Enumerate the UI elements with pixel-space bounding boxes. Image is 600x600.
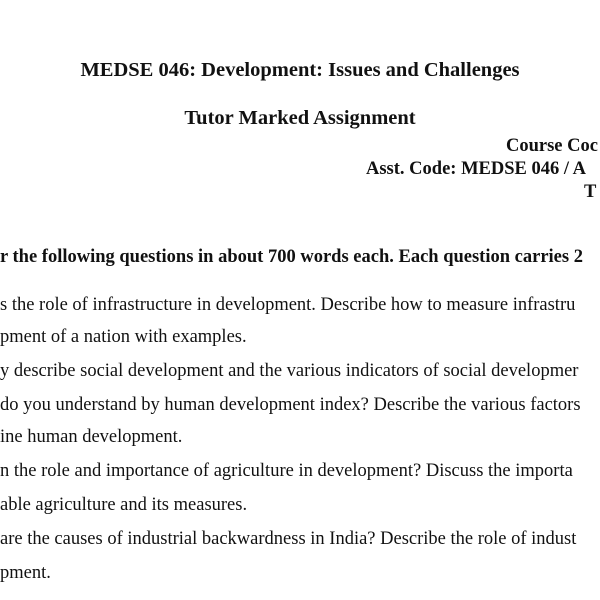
question-line: pment. bbox=[0, 563, 51, 583]
question-line: y describe social development and the various indicators of social developmer bbox=[0, 361, 579, 381]
question-line: pment of a nation with examples. bbox=[0, 327, 247, 347]
course-code-label: Course Coc bbox=[506, 136, 598, 156]
page-subtitle: Tutor Marked Assignment bbox=[184, 107, 416, 129]
question-line: able agriculture and its measures. bbox=[0, 495, 248, 515]
question-line: n the role and importance of agriculture in development? Discuss the importa bbox=[0, 461, 573, 481]
question-line: do you understand by human development index? Describe the various factors bbox=[0, 395, 581, 415]
question-line: ine human development. bbox=[0, 427, 183, 447]
question-line: are the causes of industrial backwardness in India? Describe the role of indust bbox=[0, 529, 577, 549]
assignment-code-label: Asst. Code: MEDSE 046 / A bbox=[366, 159, 586, 179]
page-title: MEDSE 046: Development: Issues and Challenges bbox=[80, 59, 520, 81]
total-marks-label: T bbox=[584, 182, 597, 202]
question-line: s the role of infrastructure in development. Describe how to measure infrastru bbox=[0, 295, 576, 315]
instructions: r the following questions in about 700 words each. Each question carries 2 bbox=[0, 247, 583, 267]
